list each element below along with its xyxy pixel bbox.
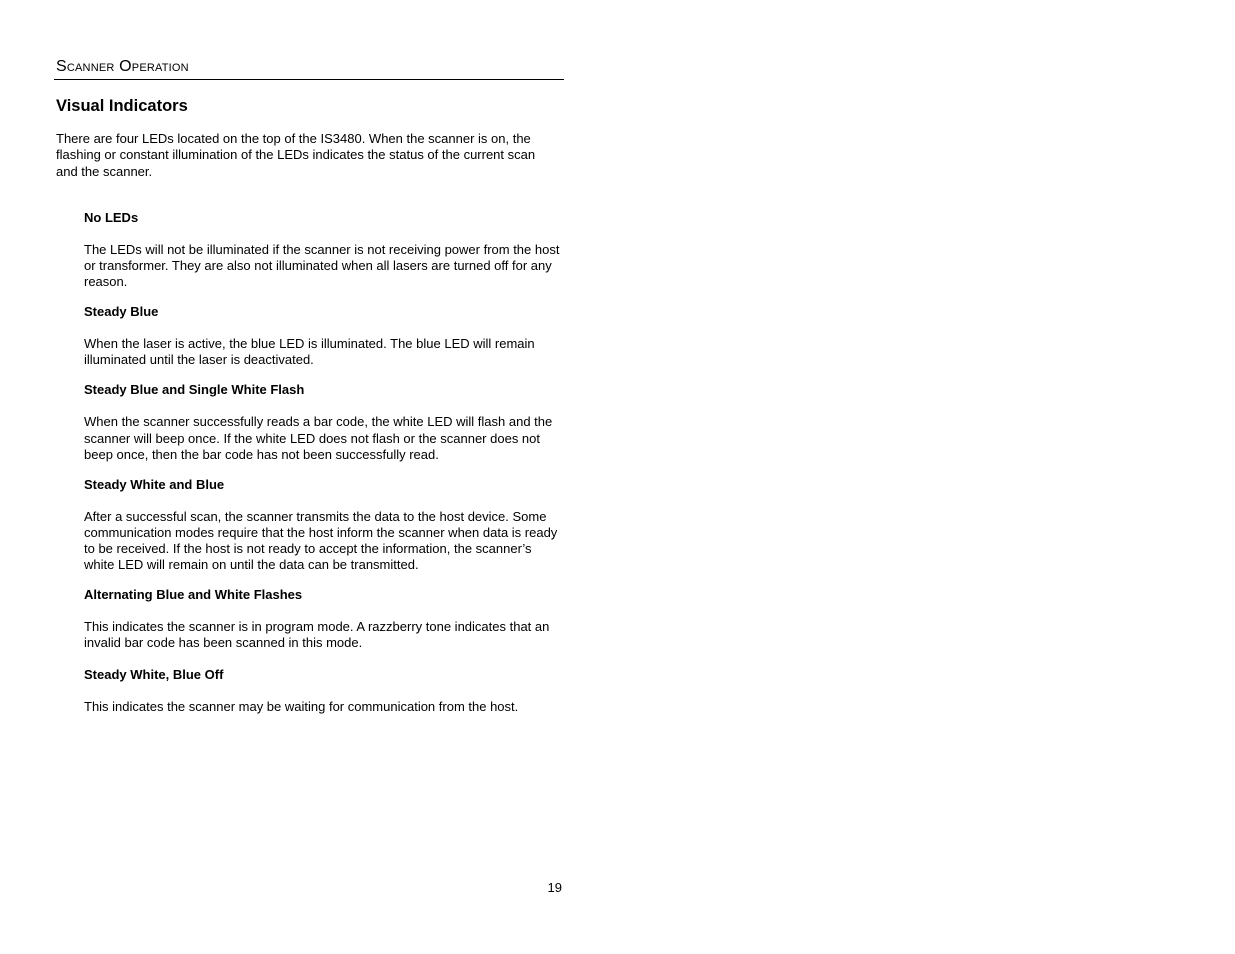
- led-state-heading: Alternating Blue and White Flashes: [84, 587, 303, 603]
- led-state-heading: Steady Blue: [84, 304, 159, 320]
- led-state-description: This indicates the scanner may be waiting for communication from the host.: [84, 699, 519, 715]
- page-number: 19: [547, 880, 562, 895]
- led-state-item: [84, 476, 560, 573]
- led-state-item: [84, 303, 560, 368]
- header-rule: [54, 79, 564, 80]
- led-state-heading: Steady Blue and Single White Flash: [84, 382, 305, 398]
- intro-paragraph: There are four LEDs located on the top of the IS3480. When the scanner is on, the flashing or constant illumination of the LEDs indicates the status of the current scan and the scanner.: [56, 131, 536, 179]
- led-state-list: [84, 209, 560, 715]
- led-state-heading: Steady White, Blue Off: [84, 667, 224, 683]
- led-state-description: The LEDs will not be illuminated if the scanner is not receiving power from the host or transformer. They are also not illuminated when all lasers are turned off for any reason.: [84, 242, 560, 290]
- running-header: Scanner Operation: [56, 58, 189, 75]
- led-state-description: After a successful scan, the scanner transmits the data to the host device. Some communication modes require that the host inform the scanner when data is ready to be received. If the host is not ready to accept the information, the scanner’s white LED will remain on until the data can be transmitted.: [84, 508, 558, 573]
- led-state-heading: Steady White and Blue: [84, 476, 225, 492]
- led-state-heading: No LEDs: [84, 210, 139, 225]
- led-state-item: [84, 209, 560, 290]
- led-state-item: [84, 381, 560, 462]
- led-state-item: [84, 586, 560, 651]
- led-state-description: This indicates the scanner is in program mode. A razzberry tone indicates that an invalid bar code has been scanned in this mode.: [84, 619, 550, 651]
- led-state-description: When the scanner successfully reads a bar code, the white LED will flash and the scanner will beep once. If the white LED does not flash or the scanner does not beep once, then the bar code has not been successfully read.: [84, 414, 553, 462]
- led-state-item: [84, 666, 560, 715]
- led-state-description: When the laser is active, the blue LED is illuminated. The blue LED will remain illuminated until the laser is deactivated.: [84, 336, 535, 368]
- section-title: Visual Indicators: [56, 97, 188, 115]
